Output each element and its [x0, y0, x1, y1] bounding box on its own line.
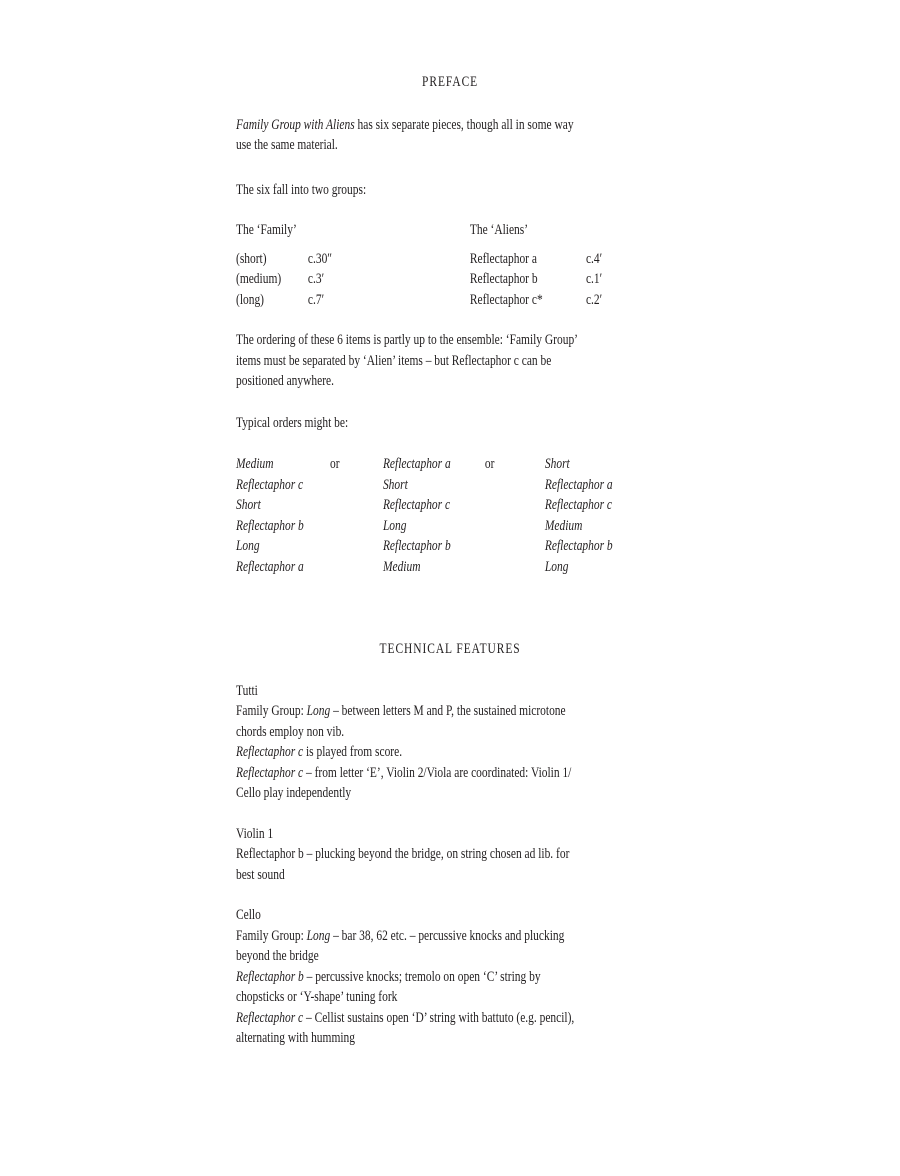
alien-row-name: Reflectaphor a [469, 250, 537, 267]
text-line [236, 946, 664, 967]
text-line: Reflectaphor a [236, 558, 304, 575]
text-line: Short [544, 456, 570, 472]
tutti-section [236, 681, 664, 804]
text-line [236, 115, 664, 136]
text-segment: Long [306, 927, 331, 944]
family-row [236, 269, 470, 290]
technical-item [236, 1008, 664, 1049]
text-segment: beyond the bridge [236, 948, 319, 964]
text-line: Short [382, 476, 408, 493]
family-rows [236, 249, 470, 311]
text-line [236, 783, 664, 804]
text-segment: is played from score. [303, 744, 403, 760]
preface-heading: PREFACE [422, 74, 479, 90]
text-line: positioned anywhere. [236, 373, 334, 389]
family-row-term: (long) [236, 291, 264, 308]
section-heading: Tutti [236, 682, 258, 699]
text-segment: – between letters M and P, the sustained microtone [330, 703, 566, 719]
text-segment: – bar 38, 62 etc. – percussive knocks and plucking [330, 927, 565, 944]
text-segment: Reflectaphor c [236, 764, 304, 781]
alien-row-duration: c.1′ [585, 271, 603, 287]
alien-row-name: Reflectaphor c* [469, 291, 543, 308]
or-separator [485, 454, 545, 577]
text-line: Medium [544, 517, 583, 534]
alien-row-duration: c.4′ [585, 250, 603, 267]
alien-row [470, 269, 602, 290]
text-line [236, 1008, 664, 1029]
text-line: Reflectaphor a [544, 476, 613, 493]
text-segment: Long [306, 703, 331, 719]
family-row [236, 290, 470, 311]
family-column [236, 220, 470, 310]
text-line [236, 987, 664, 1008]
alien-row-duration: c.2′ [585, 291, 603, 308]
alien-row [470, 249, 602, 270]
or-separator-label: or [330, 456, 340, 472]
typical-orders-table [236, 454, 664, 577]
text-line [236, 742, 664, 763]
typical-orders-label: Typical orders might be: [236, 414, 349, 431]
text-line [236, 722, 664, 743]
technical-item [236, 926, 664, 967]
text-line [236, 865, 664, 886]
text-line [236, 1028, 664, 1049]
text-line [236, 926, 664, 947]
technical-features-heading: TECHNICAL FEATURES [379, 641, 521, 657]
orders-column-3 [545, 454, 613, 577]
or-separator [330, 454, 383, 577]
groups-intro-line: The six fall into two groups: [236, 181, 367, 198]
text-segment: has six separate pieces, though all in some way [354, 116, 574, 133]
aliens-rows [470, 249, 602, 311]
alien-row [470, 290, 602, 311]
section-heading: Cello [236, 907, 261, 923]
text-line: Long [382, 517, 407, 534]
text-segment: Cello play independently [236, 785, 352, 801]
text-line: Reflectaphor c [544, 497, 613, 513]
text-segment: use the same material. [236, 137, 338, 153]
text-segment: – from letter ‘E’, Violin 2/Viola are coordinated: Violin 1/ [303, 764, 572, 781]
text-segment: Reflectaphor c [236, 1009, 304, 1026]
text-line: Reflectaphor b [544, 538, 613, 554]
text-segment: Reflectaphor b – plucking beyond the bridge, on string chosen ad lib. for [236, 846, 570, 862]
technical-item [236, 742, 664, 763]
family-row-term: (medium) [236, 271, 282, 287]
family-row-duration: c.30″ [307, 250, 333, 267]
text-segment: Reflectaphor c [236, 744, 304, 760]
orders-column-2 [383, 454, 485, 577]
text-line: Long [544, 558, 569, 575]
text-line: Medium [382, 558, 421, 575]
text-segment: – percussive knocks; tremolo on open ‘C’ string by [303, 968, 541, 985]
text-segment: best sound [236, 866, 285, 883]
family-row [236, 249, 470, 270]
technical-item [236, 701, 664, 742]
text-segment: chords employ non vib. [236, 723, 345, 740]
text-line [236, 763, 664, 784]
family-row-duration: c.3′ [307, 271, 325, 287]
aliens-column-title: The ‘Aliens’ [469, 222, 529, 238]
text-line [236, 844, 664, 865]
text-line: Long [236, 538, 260, 554]
text-segment: Family Group: [236, 927, 307, 944]
family-row-term: (short) [236, 250, 267, 267]
text-line [236, 135, 664, 156]
text-line: items must be separated by ‘Alien’ items – but Reflectaphor c can be [236, 352, 552, 369]
aliens-column [470, 220, 602, 310]
text-line: Reflectaphor c [236, 476, 304, 493]
technical-item [236, 763, 664, 804]
text-line: Reflectaphor b [236, 517, 304, 534]
section-heading: Violin 1 [236, 825, 274, 842]
text-line: Reflectaphor b [382, 538, 451, 554]
family-column-title: The ‘Family’ [236, 222, 297, 238]
cello-section [236, 905, 664, 1049]
text-line: The ordering of these 6 items is partly up to the ensemble: ‘Family Group’ [236, 332, 578, 348]
intro-paragraph [236, 115, 664, 156]
text-segment: Reflectaphor b [236, 968, 304, 985]
ordering-note-paragraph [236, 330, 664, 392]
text-line [236, 967, 664, 988]
text-line: Medium [236, 456, 274, 472]
text-segment: chopsticks or ‘Y-shape’ tuning fork [236, 989, 398, 1005]
text-segment: Family Group: [236, 703, 307, 719]
text-line [236, 701, 664, 722]
technical-item [236, 844, 664, 885]
or-separator-label: or [484, 456, 495, 472]
family-row-duration: c.7′ [307, 291, 325, 308]
alien-row-name: Reflectaphor b [469, 271, 538, 287]
text-line: Reflectaphor a [382, 456, 451, 472]
groups-table [236, 220, 664, 310]
text-segment: – Cellist sustains open ‘D’ string with battuto (e.g. pencil), [303, 1009, 575, 1026]
page-content [236, 0, 664, 1049]
text-segment: alternating with humming [236, 1030, 355, 1046]
text-line: Reflectaphor c [382, 497, 451, 513]
text-line: Short [236, 497, 261, 513]
orders-column-1 [236, 454, 330, 577]
technical-item [236, 967, 664, 1008]
text-segment: Family Group with Aliens [236, 116, 355, 133]
violin1-section [236, 824, 664, 886]
